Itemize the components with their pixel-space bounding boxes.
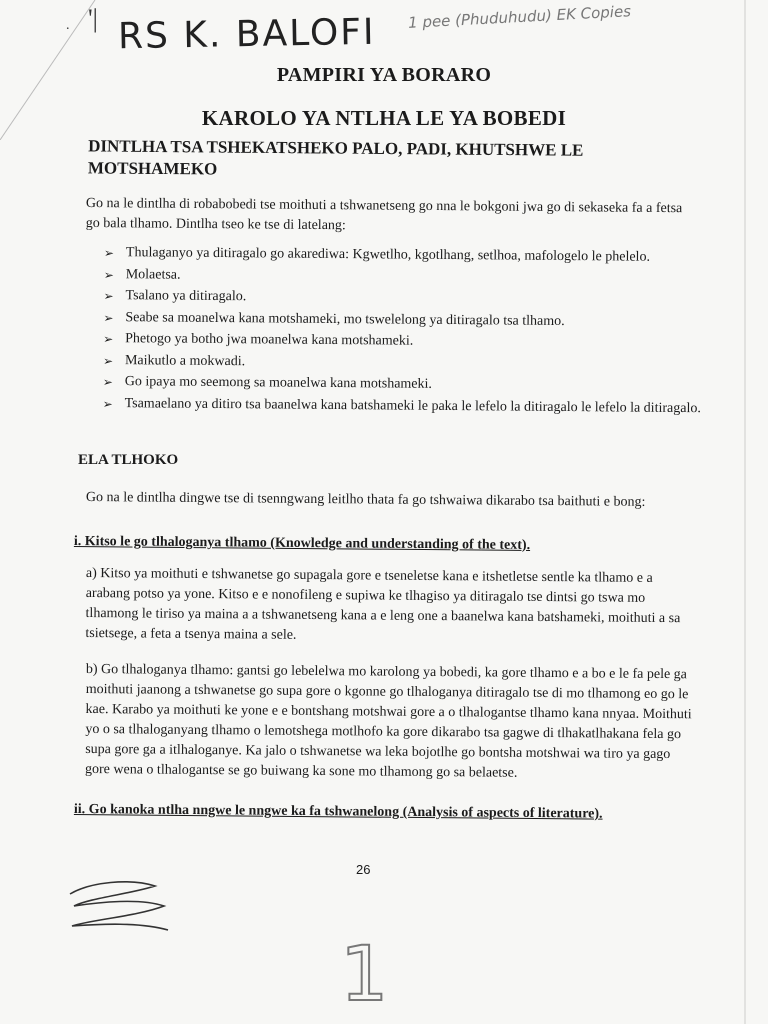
list-item [103,308,703,331]
arrow-bullet-icon: ➢ [102,374,113,390]
list-item [103,330,703,353]
section-heading: DINTLHA TSA TSHEKATSHEKO PALO, PADI, KHUTSHWE LE MOTSHAMEKO [87,136,584,179]
list-item-text: Molaetsa. [125,266,181,283]
arrow-bullet-icon: ➢ [103,288,114,304]
arrow-bullet-icon: ➢ [103,310,114,325]
arrow-bullet-icon: ➢ [103,267,114,282]
aspects-list [102,244,703,421]
list-item-text: Tsamaelano ya ditiro tsa baanelwa kana batshameki le paka le lefelo la ditiragalo le lefelo la ditiragalo. [124,395,701,416]
list-item-text: Phetogo ya botho jwa moanelwa kana motshameki. [125,331,414,349]
handwritten-dot: . [66,18,70,33]
part-title: KAROLO YA NTLHA LE YA BOBEDI [201,106,567,130]
intro-paragraph: Go na le dintlha di robabobedi tse moithuti a tshwanetseng go nna le bokgoni jwa go di sekaseka fa a fetsa go bala tlhamo. Dintlha tseo ke tse di latelang: [85,195,683,234]
arrow-bullet-icon: ➢ [103,331,114,347]
page-count-text: 1 [340,930,389,1010]
ela-tlhoko-paragraph: Go na le dintlha dingwe tse di tsenngwang leitlho thata fa go tshwaiwa dikarabo tsa baithuti e bong: [85,489,646,510]
list-item [103,287,703,310]
list-item [104,265,704,288]
paper-title: PAMPIRI YA BORARO [276,64,492,86]
knowledge-subheading: i. Kitso le go tlhaloganya tlhamo (Knowledge and understanding of the text). [73,534,531,553]
list-item-text: Go ipaya mo seemong sa moanelwa kana motshameki. [124,374,432,392]
handwritten-note: 1 pee (Phuduhudu) EK Copies [407,2,632,32]
list-item [103,394,703,417]
paragraph-b: b) Go tlhaloganya tlhamo: gantsi go lebelelwa mo karolong ya bobedi, ka gore tlhamo e a bo e le fa pele ga moithuti jaanong a tshwanetse go supa gore o kgonne go tlhaloganya ditiragalo tse di mo tlhamong eo go le kae. Karabo ya moithuti ke yone e e bontshang motshwai gore a o tlhalogantse tlhamo kana nnyaa. Moithuti yo o sa tlhaloganyang tlhamo o lemotshega motlhofo ka gore dikarabo tsa gagwe di tlhakatlhakana fela go supa gore ga a itlhaloganye. Ka jalo o tshwanetse wa leka bojotlhe go bontsha motshwai wa tiro ya gago gore wena o tlhalogantse se go buiwang ka sone mo tlhamong go sa belaetse. [84,661,692,781]
signature-scribble [60,872,180,942]
ela-tlhoko-heading: ELA TLHOKO [78,452,179,468]
list-item [103,351,703,374]
arrow-bullet-icon: ➢ [102,396,113,411]
arrow-bullet-icon: ➢ [102,353,114,368]
page-number: 26 [356,862,371,877]
paragraph-a: a) Kitso ya moithuti e tshwanetse go supagala gore e tseneletse kana e itshetletse sentle ka tlhamo e a arabang potso ya yone. Kitso e e nonofileng e supiwa ke tlhagiso ya ditiragalo tse dintsi go tswa mo tlhamong le tiriso ya maina a a tshwanetseng kana a e leng one a baanelwa kana batshameki, moithuti a sa tsietsege, a feta a tsenya maina a sele. [85,565,681,643]
list-item [103,373,703,396]
list-item-text: Thulaganyo ya ditiragalo go akarediwa: Kgwetlho, kgotlhang, setlhoa, mafologelo le phelelo. [125,245,651,265]
analysis-subheading: ii. Go kanoka ntlha nngwe le nngwe ka fa tshwanelong (Analysis of aspects of literature). [73,802,603,822]
list-item-text: Maikutlo a mokwadi. [124,352,246,369]
handwritten-page-count [300,930,400,1010]
arrow-bullet-icon: ➢ [103,245,115,261]
list-item [104,244,704,267]
handwritten-name: RS K. BALOFI [117,11,376,58]
handwritten-mark: '| [88,4,98,33]
list-item-text: Seabe sa moanelwa kana motshameki, mo tswelelong ya ditiragalo tsa tlhamo. [125,309,565,329]
list-item-text: Tsalano ya ditiragalo. [125,288,247,305]
page-edge-line [742,0,748,1024]
